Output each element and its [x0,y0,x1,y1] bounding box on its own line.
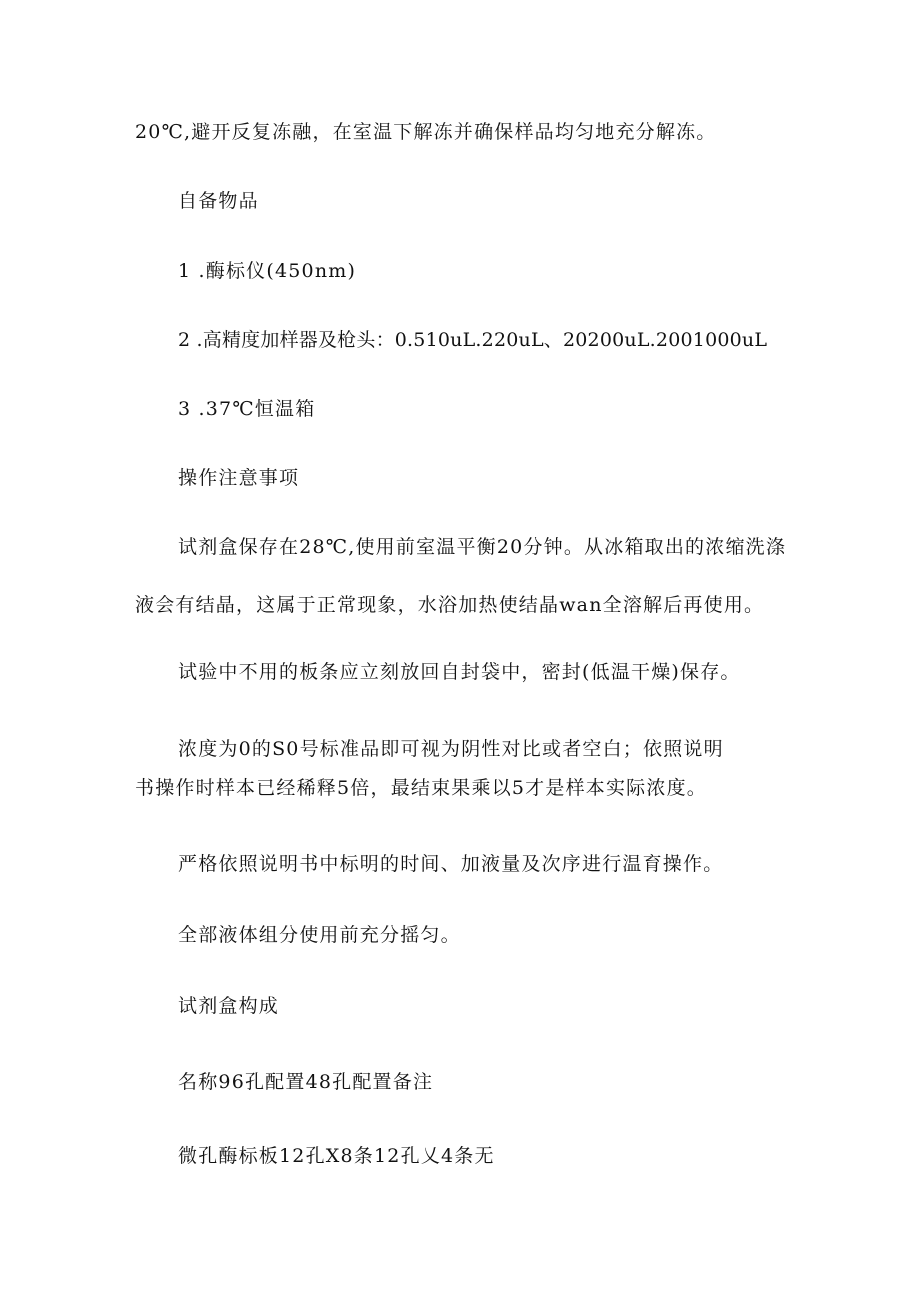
standard-paragraph-line-2: 书操作时样本已经稀释5倍，最结束果乘以5才是样本实际浓度。 [135,777,707,799]
standard-paragraph-line-1: 浓度为0的S0号标准品即可视为阴性对比或者空白；依照说明 [178,738,724,760]
material-item-3: 3 .37℃恒温箱 [178,398,316,420]
storage-paragraph-line-1: 试剂盒保存在28℃,使用前室温平衡20分钟。从冰箱取出的浓缩洗涤 [178,536,787,558]
mixing-paragraph: 全部液体组分使用前充分摇匀。 [178,924,461,946]
section-heading-materials: 自备物品 [178,190,259,212]
kit-table-header-row: 名称96孔配置48孔配置备注 [178,1071,434,1093]
section-heading-precautions: 操作注意事项 [178,467,300,489]
incubation-paragraph: 严格依照说明书中标明的时间、加液量及次序进行温育操作。 [178,853,724,875]
thawing-instruction-line: 20℃,避开反复冻融，在室温下解冻并确保样品均匀地充分解冻。 [135,121,717,143]
section-heading-kit-composition: 试剂盒构成 [178,995,280,1017]
storage-paragraph-line-2: 液会有结晶，这属于正常现象，水浴加热使结晶wan全溶解后再使用。 [135,594,765,616]
material-item-2: 2 .高精度加样器及枪头：0.510uL.220uL、20200uL.2001000uL [178,329,768,351]
material-item-1: 1 .酶标仪(450nm) [178,260,357,282]
unused-strip-paragraph: 试验中不用的板条应立刻放回自封袋中，密封(低温干燥)保存。 [178,661,741,683]
kit-table-row-microplate: 微孔酶标板12孔X8条12孔乂4条无 [178,1145,495,1167]
